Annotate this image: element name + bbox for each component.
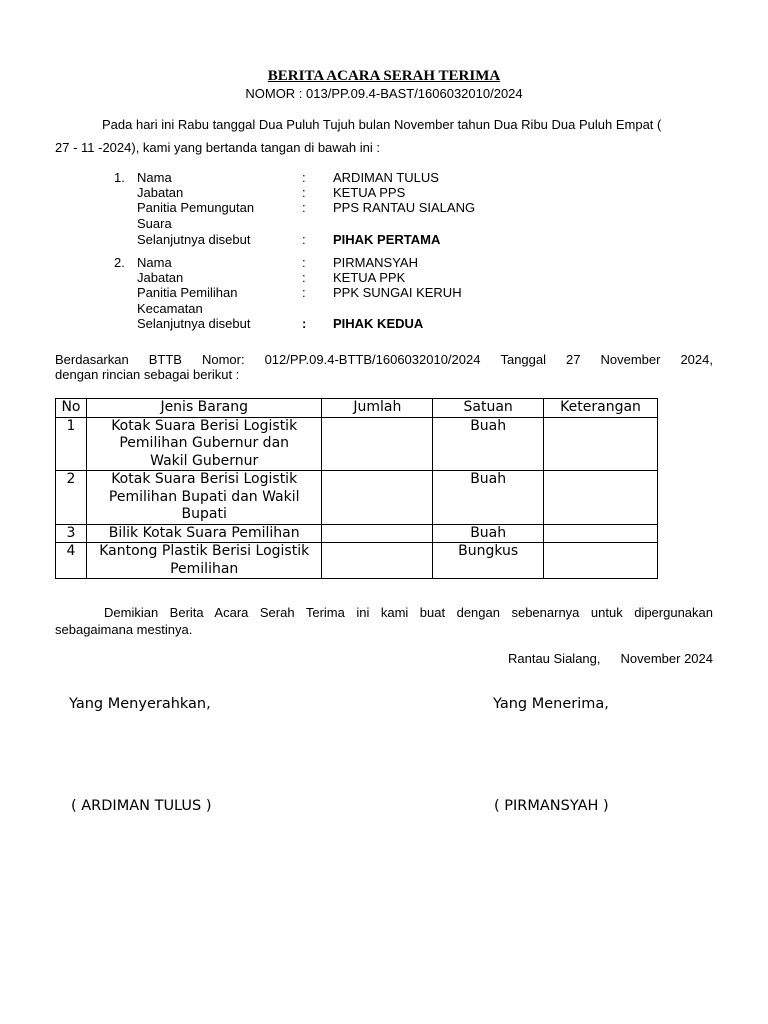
- cell-unit: Buah: [433, 471, 544, 525]
- column-header-unit: Satuan: [433, 399, 544, 418]
- cell-quantity: [322, 417, 433, 471]
- item-line: Pemilihan Bupati dan Wakil: [108, 488, 300, 505]
- cell-quantity: [322, 471, 433, 525]
- closing-line-1: Demikian Berita Acara Serah Terima ini kami buat dengan sebenarnya untuk dipergunakan: [104, 605, 713, 620]
- name-label: Nama: [137, 255, 172, 270]
- right-signer-name: ( PIRMANSYAH ): [494, 798, 609, 814]
- colon: :: [302, 185, 306, 200]
- cell-no: 3: [56, 524, 87, 543]
- cell-quantity: [322, 543, 433, 579]
- cell-no: 2: [56, 471, 87, 525]
- colon: :: [302, 232, 306, 247]
- colon: :: [302, 170, 306, 185]
- name-value: ARDIMAN TULUS: [333, 170, 439, 185]
- document-title: BERITA ACARA SERAH TERIMA: [267, 68, 501, 84]
- cell-item: [86, 543, 321, 579]
- cell-item: [86, 471, 321, 525]
- item-line: Kotak Suara Berisi Logistik: [111, 417, 298, 434]
- committee-label-line-2: Kecamatan: [137, 301, 203, 316]
- basis-word: Tanggal: [500, 352, 547, 367]
- item-line: Kantong Plastik Berisi Logistik: [99, 543, 310, 559]
- colon: :: [302, 200, 306, 215]
- basis-paragraph: [55, 352, 713, 382]
- position-label: Jabatan: [137, 185, 184, 200]
- table-row: [56, 417, 658, 471]
- position-value: KETUA PPS: [333, 185, 406, 200]
- colon: :: [302, 316, 307, 331]
- item-line: Bilik Kotak Suara Pemilihan: [108, 524, 300, 541]
- intro-line-1: Pada hari ini Rabu tanggal Dua Puluh Tujuh bulan November tahun Dua Ribu Dua Puluh Empat (: [102, 117, 662, 132]
- item-line: Pemilihan Gubernur dan: [119, 435, 290, 451]
- item-line: Pemilihan: [170, 560, 239, 577]
- item-line: Bupati: [181, 506, 227, 522]
- position-value: KETUA PPK: [333, 270, 406, 285]
- designation-value: PIHAK KEDUA: [333, 316, 424, 331]
- cell-unit: Bungkus: [433, 543, 544, 579]
- column-header-item: Jenis Barang: [86, 399, 321, 418]
- basis-word: 27: [566, 352, 581, 367]
- cell-remarks: [544, 471, 658, 525]
- cell-unit: Buah: [433, 524, 544, 543]
- colon: :: [302, 270, 306, 285]
- cell-unit: Buah: [433, 417, 544, 471]
- document-number: NOMOR : 013/PP.09.4-BAST/1606032010/2024: [245, 86, 523, 101]
- cell-remarks: [544, 543, 658, 579]
- cell-quantity: [322, 524, 433, 543]
- intro-line-2: 27 - 11 -2024), kami yang bertanda tangan di bawah ini :: [55, 140, 380, 155]
- closing-line-2: sebagaimana mestinya.: [55, 622, 193, 637]
- committee-value: PPS RANTAU SIALANG: [333, 200, 476, 215]
- basis-word: BTTB: [148, 352, 182, 367]
- cell-no: 1: [56, 417, 87, 471]
- designation-label: Selanjutnya disebut: [137, 232, 251, 247]
- table-row: [56, 471, 658, 525]
- position-label: Jabatan: [137, 270, 184, 285]
- table-row: [56, 524, 658, 543]
- table-row: [56, 543, 658, 579]
- place-date: [508, 651, 713, 666]
- designation-label: Selanjutnya disebut: [137, 316, 251, 331]
- column-header-remarks: Keterangan: [544, 399, 658, 418]
- cell-item: [86, 417, 321, 471]
- column-header-quantity: Jumlah: [322, 399, 433, 418]
- cell-no: 4: [56, 543, 87, 579]
- basis-word: 2024,: [680, 352, 713, 367]
- cell-remarks: [544, 524, 658, 543]
- place: Rantau Sialang,: [507, 651, 601, 666]
- party-number: 1.: [114, 170, 125, 185]
- left-signer-name: ( ARDIMAN TULUS ): [71, 798, 212, 814]
- items-table: [55, 398, 658, 579]
- committee-label-line-2: Suara: [137, 216, 172, 231]
- basis-word: Nomor:: [201, 352, 245, 367]
- name-value: PIRMANSYAH: [333, 255, 418, 270]
- basis-word: 012/PP.09.4-BTTB/1606032010/2024: [264, 352, 481, 367]
- cell-remarks: [544, 417, 658, 471]
- basis-word: Berdasarkan: [55, 352, 129, 367]
- item-line: Wakil Gubernur: [150, 452, 259, 469]
- committee-value: PPK SUNGAI KERUH: [333, 285, 462, 300]
- basis-word: November: [600, 352, 661, 367]
- party-number: 2.: [114, 255, 125, 270]
- table-header-row: [56, 399, 658, 418]
- basis-line-2: dengan rincian sebagai berikut :: [55, 367, 240, 382]
- colon: :: [302, 285, 306, 300]
- column-header-no: No: [56, 399, 87, 418]
- closing-paragraph: [55, 604, 713, 638]
- date: November 2024: [620, 651, 713, 666]
- cell-item: [86, 524, 321, 543]
- name-label: Nama: [137, 170, 172, 185]
- committee-label-line-1: Panitia Pemilihan: [137, 285, 238, 300]
- colon: :: [302, 255, 306, 270]
- designation-value: PIHAK PERTAMA: [333, 232, 441, 247]
- committee-label-line-1: Panitia Pemungutan: [137, 200, 255, 215]
- item-line: Kotak Suara Berisi Logistik: [111, 471, 298, 487]
- left-signer-role: Yang Menyerahkan,: [69, 696, 211, 712]
- right-signer-role: Yang Menerima,: [493, 696, 609, 712]
